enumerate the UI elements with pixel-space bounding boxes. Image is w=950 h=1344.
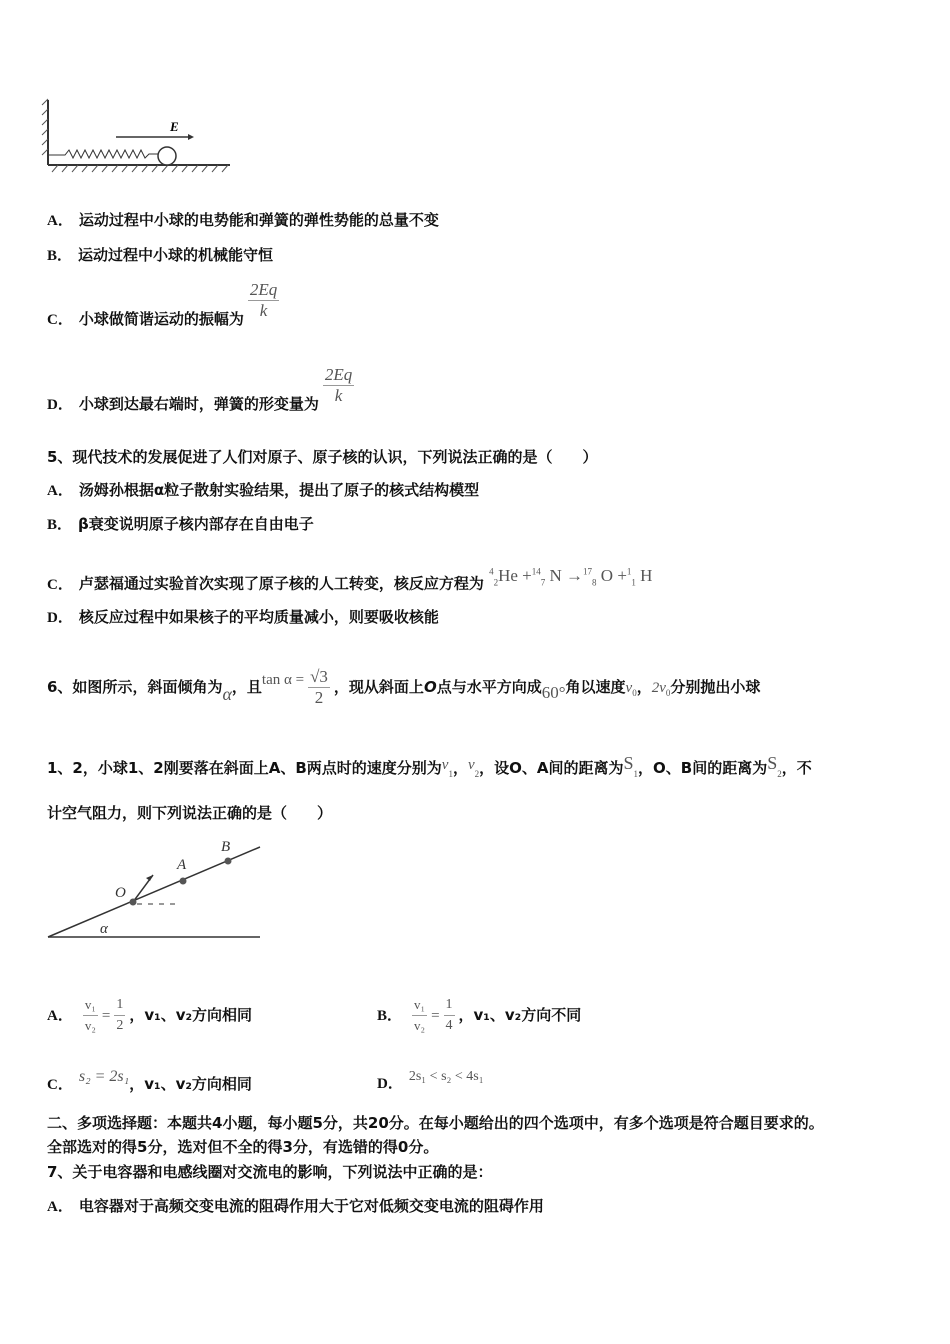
incline-figure [45, 835, 265, 945]
q5-option-b: B． β衰变说明原子核内部存在自由电子 [47, 515, 314, 533]
svg-text:B: B [221, 839, 231, 855]
q5-option-c: C． 卢瑟福通过实验首次实现了原子核的人工转变，核反应方程为 $^4_2$He +$^{14}_7$ N →$^{17}_8$ O +$^1_1$ H [47, 565, 653, 593]
q7-option-a: A． 电容器对于高频交变电流的阻碍作用大于它对低频交变电流的阻碍作用 [47, 1197, 544, 1215]
spring-ball-figure [40, 95, 240, 180]
q5-option-d: D． 核反应过程中如果核子的平均质量减小，则要吸收核能 [47, 608, 439, 626]
q5-option-a: A． 汤姆孙根据α粒子散射实验结果，提出了原子的核式结构模型 [47, 481, 480, 499]
q4-option-b: B． 运动过程中小球的机械能守恒 [47, 246, 274, 264]
q4-option-d: D． 小球到达最右端时，弹簧的形变量为 $\frac{2Eq}{k}$ [47, 365, 353, 413]
q6-stem-line3: 计空气阻力，则下列说法正确的是（ ） [47, 804, 333, 822]
q4-option-a: A． 运动过程中小球的电势能和弹簧的弹性势能的总量不变 [47, 211, 439, 229]
section2-line2: 全部选对的得5分，选对但不全的得3分，有选错的得0分。 [47, 1138, 439, 1156]
svg-text:E: E [170, 119, 179, 134]
q6-option-a: A． $\frac{\text{v₁}}{\text{v₂}}$ = $\frac{1}{2}$ ，v₁、v₂方向相同 [47, 997, 253, 1033]
section2-line1: 二、多项选择题：本题共4小题，每小题5分，共20分。在每小题给出的四个选项中，有多个选项是符合题目要求的。 [47, 1114, 824, 1132]
q6-option-d: D． 2s₁ < s₂ < 4s₁ [377, 1069, 484, 1092]
nuclear-equation: $^4_2$He +$^{14}_7$ N →$^{17}_8$ O +$^1_1$ H [489, 565, 653, 588]
svg-text:α: α [100, 921, 108, 937]
svg-text:O: O [115, 885, 126, 901]
q4-option-c: C． 小球做简谐运动的振幅为 $\frac{2Eq}{k}$ [47, 280, 278, 328]
q5-stem: 5、现代技术的发展促进了人们对原子、原子核的认识，下列说法正确的是（ ） [47, 448, 598, 466]
svg-text:A: A [177, 857, 187, 873]
q6-option-c: C． s₂ = 2s₁，v₁、v₂方向相同 [47, 1068, 252, 1093]
q6-stem-line1: 6、如图所示，斜面倾角为α，且tan α = $\frac{√3}{2}$ ，现从斜面上O点与水平方向成60°角以速度$v_0$，$2v_0$分别抛出小球 [47, 667, 761, 707]
q7-stem: 7、关于电容器和电感线圈对交流电的影响，下列说法中正确的是： [47, 1163, 493, 1181]
q6-stem-line2: 1、2，小球1、2刚要落在斜面上A、B两点时的速度分别为$v_1$，$v_2$，设O、A间的距离为$S_1$，O、B间的距离为$S_2$，不 [47, 753, 812, 779]
q6-option-b: B． $\frac{\text{v₁}}{\text{v₂}}$ = $\frac{1}{4}$ ，v₁、v₂方向不同 [377, 997, 582, 1033]
